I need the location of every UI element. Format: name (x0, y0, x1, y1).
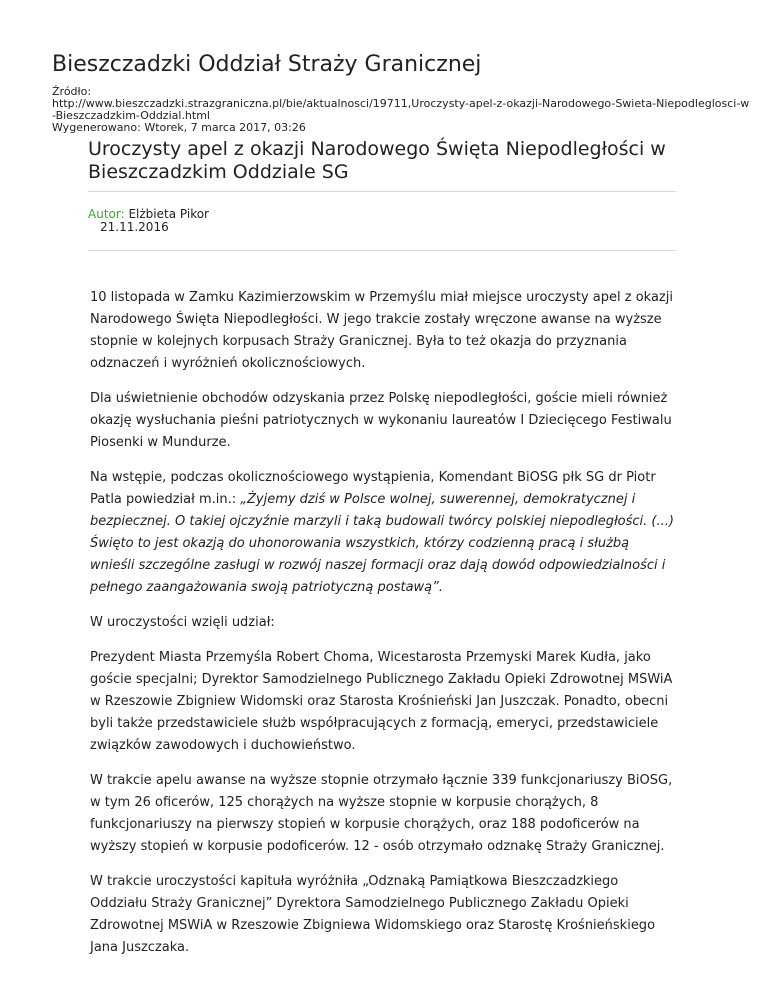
paragraph-3-quote: „Żyjemy dziś w Polsce wolnej, suwerennej, demokratycznej i bezpiecznej. O takiej ojczyźnie marzyli i taką budowali twórcy polskiej niepodległości. (...) Święto to jest okazją do uhonorowania wszystkich, którzy codzienną pracą i służbą wnieśli szczególne zasługi w rozwój naszej formacji oraz dają dowód odpowiedzialności i pełnego zaangażowania swoją patriotyczną postawą”. (90, 492, 674, 595)
article-title: Uroczysty apel z okazji Narodowego Święta Niepodległości w Bieszczadzkim Oddziale SG (88, 138, 666, 183)
divider-top (88, 191, 676, 192)
source-label: Źródło: (52, 85, 92, 98)
paragraph-5: Prezydent Miasta Przemyśla Robert Choma, Wicestarosta Przemyski Marek Kudła, jako goście specjalni; Dyrektor Samodzielnego Publicznego Zakładu Opieki Zdrowotnej MSWiA w Rzeszowie Zbigniew Widomski oraz Starosta Krośnieński Jan Juszczak. Ponadto, obecni byli także przedstawiciele służb współpracujących z formacją, emeryci, przedstawiciele związków zawodowych i duchowieństwo. (90, 650, 673, 753)
article-body (90, 287, 676, 972)
author-label: Autor: (88, 207, 125, 221)
paragraph-4: W uroczystości wzięli udział: (90, 615, 275, 630)
document-meta (52, 86, 752, 134)
paragraph-3-intro: Na wstępie, podczas okolicznościowego wystąpienia, Komendant BiOSG płk SG dr Piotr Patla powiedział m.in.: (90, 470, 656, 507)
paragraph-1: 10 listopada w Zamku Kazimierzowskim w Przemyślu miał miejsce uroczysty apel z okazji Narodowego Święta Niepodległości. W jego trakcie zostały wręczone awanse na wyższe stopnie w kolejnych korpusach Straży Granicznej. Była to też okazja do przyznania odznaczeń i wyróżnień okolicznościowych. (90, 290, 673, 371)
author-block (88, 208, 209, 234)
paragraph-3 (90, 467, 676, 599)
site-title: Bieszczadzki Oddział Straży Granicznej (52, 52, 482, 77)
article-date: 21.11.2016 (100, 220, 169, 234)
generated-timestamp: Wygenerowano: Wtorek, 7 marca 2017, 03:26 (52, 121, 306, 134)
author-name: Elżbieta Pikor (128, 207, 209, 221)
paragraph-2: Dla uświetnienie obchodów odzyskania przez Polskę niepodległości, goście mieli również okazję wysłuchania pieśni patriotycznych w wykonaniu laureatów I Dziecięcego Festiwalu Piosenki w Mundurze. (90, 391, 672, 450)
divider-bottom (88, 250, 676, 251)
paragraph-6: W trakcie apelu awanse na wyższe stopnie otrzymało łącznie 339 funkcjonariuszy BiOSG, w tym 26 oficerów, 125 chorążych na wyższe stopnie w korpusie chorążych, 8 funkcjonariuszy na pierwszy stopień w korpusie chorążych, oraz 188 podoficerów na wyższy stopień w korpusie podoficerów. 12 - osób otrzymało odznakę Straży Granicznej. (90, 773, 673, 854)
paragraph-7: W trakcie uroczystości kapituła wyróżniła „Odznaką Pamiątkowa Bieszczadzkiego Oddziału Straży Granicznej” Dyrektora Samodzielnego Publicznego Zakładu Opieki Zdrowotnej MSWiA w Rzeszowie Zbigniewa Widomskiego oraz Starostę Krośnieńskiego Jana Juszczaka. (90, 874, 656, 955)
source-url[interactable]: http://www.bieszczadzki.strazgraniczna.pl/bie/aktualnosci/19711,Uroczysty-apel-z-okazji-Narodowego-Swieta-Niepodleglosci-w-Bieszczadzkim-Oddzial.html (52, 97, 750, 122)
